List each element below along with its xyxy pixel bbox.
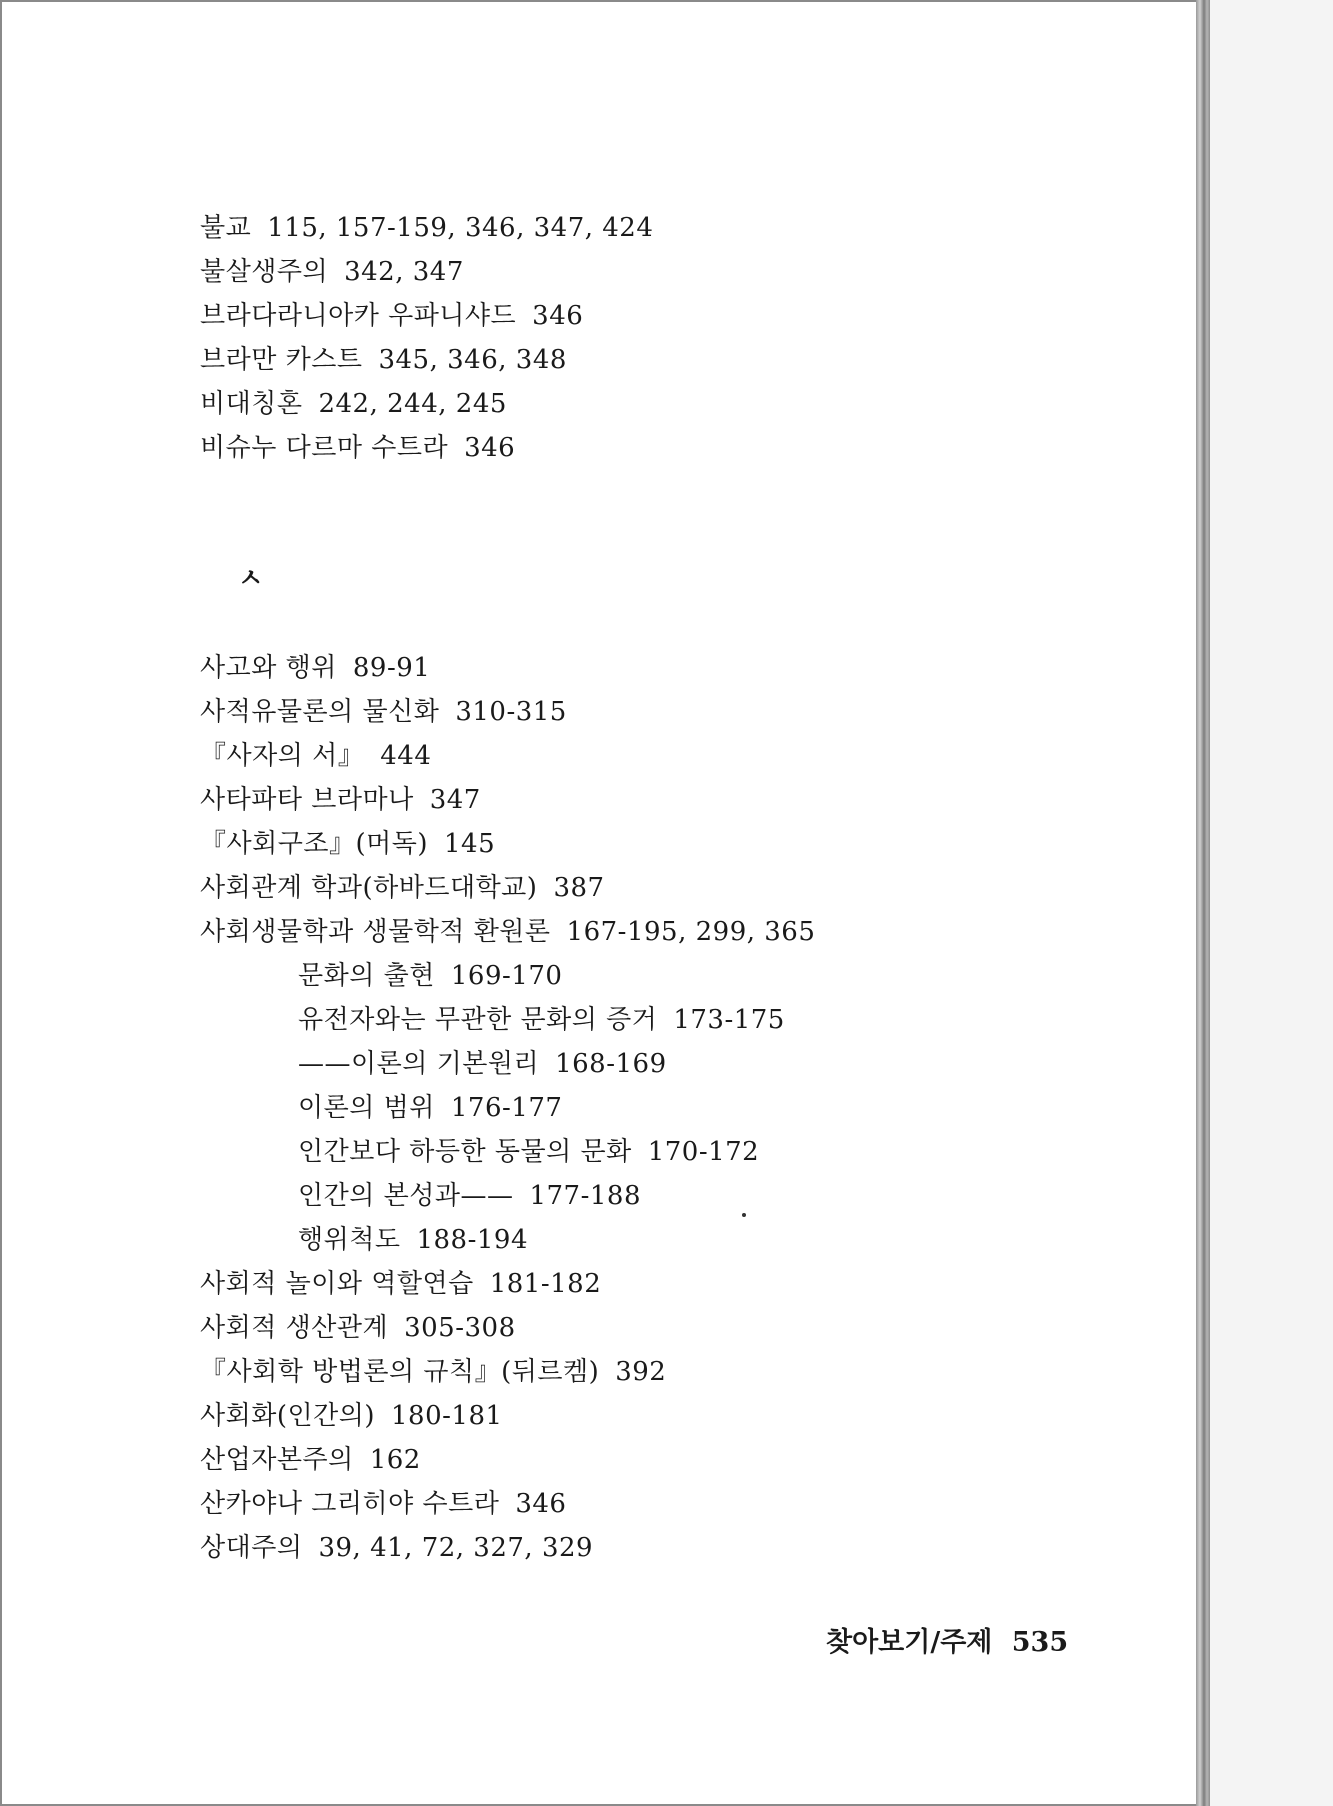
entry-pages: 162 [369,1445,421,1475]
entry-pages: 345, 346, 348 [378,345,567,375]
index-entry [200,778,815,822]
entry-pages: 176-177 [450,1093,563,1123]
index-entry [200,1482,815,1526]
entry-term: 이론의 범위 [298,1093,435,1123]
index-subentry [200,1218,815,1262]
index-subentry [200,1042,815,1086]
entry-term: 브라만 카스트 [200,345,363,375]
index-entry [200,734,815,778]
entry-pages: 177-188 [529,1181,642,1211]
entry-pages: 89-91 [352,653,431,683]
entry-pages: 169-170 [450,961,563,991]
entry-term: 산업자본주의 [200,1445,354,1475]
entry-pages: 305-308 [404,1313,516,1343]
entry-pages: 342, 347 [344,257,464,287]
index-subentry [200,1130,815,1174]
entry-term: 사회적 생산관계 [200,1313,389,1343]
entry-term: 사적유물론의 물신화 [200,697,440,727]
index-entry [200,1350,815,1394]
section-heading-s: ㅅ [238,564,264,594]
entry-term: 비대칭혼 [200,389,303,419]
entry-term: 산카야나 그리히야 수트라 [200,1489,500,1519]
entry-pages: 39, 41, 72, 327, 329 [318,1533,594,1563]
index-entry [200,646,815,690]
index-group-s [200,646,815,1570]
index-subentry [200,998,815,1042]
entry-term: 인간보다 하등한 동물의 문화 [298,1137,632,1167]
entry-term: ——이론의 기본원리 [298,1049,540,1079]
index-entry [200,294,653,338]
entry-term: 사타파타 브라마나 [200,785,414,815]
entry-pages: 173-175 [673,1005,785,1035]
entry-pages: 242, 244, 245 [318,389,507,419]
running-title: 찾아보기/주제 [826,1627,993,1658]
running-footer [826,1620,1068,1659]
entry-pages: 167-195, 299, 365 [566,917,816,947]
index-entry [200,206,653,250]
entry-term: 『사자의 서』 [200,741,365,771]
index-entry [200,426,653,470]
index-entry [200,382,653,426]
entry-pages: 188-194 [416,1225,529,1255]
entry-pages: 346 [464,433,516,463]
index-entry [200,866,815,910]
entry-term: 사회적 놀이와 역할연습 [200,1269,474,1299]
index-subentry [200,954,815,998]
index-entry [200,250,653,294]
entry-pages: 181-182 [489,1269,602,1299]
entry-term: 사회화(인간의) [200,1401,375,1431]
entry-pages: 347 [429,785,481,815]
entry-term: 사회관계 학과(하바드대학교) [200,873,538,903]
index-entry [200,338,653,382]
index-subentry [200,1086,815,1130]
entry-pages: 387 [553,873,605,903]
entry-term: 『사회학 방법론의 규칙』(뒤르켐) [200,1357,600,1387]
entry-term: 인간의 본성과—— [298,1181,514,1211]
index-group-b [200,206,653,470]
index-entry [200,1526,815,1570]
entry-pages: 170-172 [647,1137,760,1167]
entry-term: 유전자와는 무관한 문화의 증거 [298,1005,658,1035]
index-subentry [200,1174,815,1218]
entry-term: 문화의 출현 [298,961,435,991]
entry-term: 사고와 행위 [200,653,337,683]
entry-term: 브라다라니아카 우파니샤드 [200,301,517,331]
entry-pages: 392 [615,1357,667,1387]
entry-term: 비슈누 다르마 수트라 [200,433,449,463]
index-entry [200,1438,815,1482]
scan-speck [742,1213,746,1217]
entry-pages: 310-315 [455,697,567,727]
index-entry [200,1262,815,1306]
entry-pages: 145 [443,829,496,859]
index-entry [200,1394,815,1438]
entry-pages: 346 [532,301,584,331]
entry-term: 불교 [200,213,252,243]
page-binding-edge [1196,0,1210,1806]
entry-pages: 115, 157-159, 346, 347, 424 [267,213,654,243]
entry-term: 사회생물학과 생물학적 환원론 [200,917,551,947]
index-entry [200,910,815,954]
entry-term: 불살생주의 [200,257,329,287]
entry-pages: 168-169 [555,1049,667,1079]
scan-margin [1210,0,1333,1806]
entry-term: 『사회구조』(머독) [200,829,428,859]
page-number: 535 [1011,1627,1069,1658]
index-entry [200,690,815,734]
entry-pages: 346 [515,1489,567,1519]
entry-pages: 444 [380,741,432,771]
entry-pages: 180-181 [390,1401,503,1431]
index-entry [200,822,815,866]
index-entry [200,1306,815,1350]
entry-term: 행위척도 [298,1225,401,1255]
entry-term: 상대주의 [200,1533,303,1563]
